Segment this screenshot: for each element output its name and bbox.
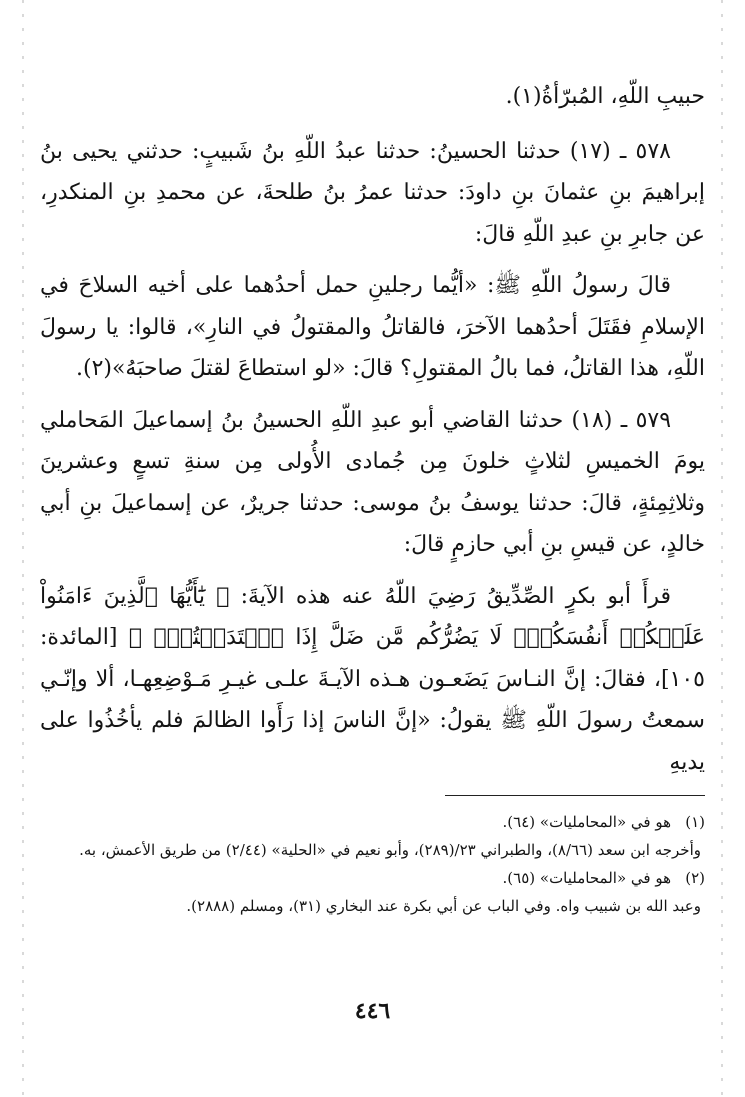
footnote-mark: (١) bbox=[685, 813, 705, 831]
hadith-578-isnad: ٥٧٨ ـ (١٧) حدثنا الحسينُ: حدثنا عبدُ اللّهِ بنُ شَبيبٍ: حدثني يحيى بنُ إبراهيمَ بنِ عثمانَ بنِ داودَ: حدثنا عمرُ بنُ طلحةَ، عن محمدِ بنِ المنكدرِ، عن جابرِ بنِ عبدِ اللّهِ قالَ: bbox=[40, 138, 705, 247]
footnote-2-continuation bbox=[40, 892, 705, 920]
hadith-579-matn: قرأَ أبو بكرٍ الصِّدِّيقُ رَضِيَ اللّهُ عنه هذه الآيةَ: ﴿ يَٰٓأَيُّهَا ٱلَّذِينَ ءَامَنُواْ عَلَيۡكُمۡ أَنفُسَكُمۡۖ لَا يَضُرُّكُم مَّن ضَلَّ إِذَا ٱهۡتَدَيۡتُمۡۚ ﴾ [المائدة: ١٠٥]، فقالَ: إنَّ النـاسَ يَضَعـون هـذه الآيـةَ علـى غيـرِ مَـوْضِعِهـا، ألا وإنّـي سمعتُ رسولَ اللّهِ ﷺ يقولُ: «إنَّ الناسَ إذا رَأَوا الظالمَ فلم يأخُذُوا على يديهِ bbox=[40, 583, 705, 775]
footnote-separator bbox=[445, 795, 705, 796]
scan-margin-dots-right bbox=[721, 0, 723, 1097]
page-number: ٤٤٦ bbox=[354, 998, 391, 1024]
hadith-578-matn: قالَ رسولُ اللّهِ ﷺ: «أيُّما رجلينِ حمل أحدُهما على أخيه السلاحَ في الإسلامِ فقَتَلَ أحدُهما الآخرَ، فالقاتلُ والمقتولُ في النارِ»، قالوا: يا رسولَ اللّهِ، هذا القاتلُ، فما بالُ المقتولِ؟ قالَ: «لو استطاعَ لقتلَ صاحبَهُ»(٢). bbox=[40, 273, 705, 381]
text-paragraph: حبيبِ اللّهِ، المُبرّأةُ(١). bbox=[505, 84, 705, 109]
footnote-text: هو في «المحامليات» (٦٥). bbox=[502, 869, 671, 887]
hadith-579-isnad: ٥٧٩ ـ (١٨) حدثنا القاضي أبو عبدِ اللّهِ الحسينُ بنُ إسماعيلَ المَحاملي يومَ الخميسِ لثلاثٍ خلونَ مِن جُمادى الأُولى مِن سنةِ تسعٍ وعشرينَ وثلاثِمِئةٍ، قالَ: حدثنا يوسفُ بنُ موسى: حدثنا جريرٌ، عن إسماعيلَ بنِ أبي خالدٍ، عن قيسِ بنِ أبي حازمٍ قالَ: bbox=[40, 407, 705, 557]
footnote-1-continuation bbox=[40, 836, 705, 864]
footnote-mark: (٢) bbox=[685, 869, 705, 887]
footnote-text: وأخرجه ابن سعد (٨/٦٦)، والطبراني ٢٣/(٢٨٩)، وأبو نعيم في «الحلية» (٢/٤٤) من طريق الأعمش، به. bbox=[79, 841, 701, 859]
footnote-text: هو في «المحامليات» (٦٤). bbox=[502, 813, 671, 831]
footnotes bbox=[40, 808, 705, 920]
footnote-2 bbox=[40, 864, 705, 892]
footnote-1 bbox=[40, 808, 705, 836]
footnote-text: وعبد الله بن شبيب واه. وفي الباب عن أبي بكرة عند البخاري (٣١)، ومسلم (٢٨٨٨). bbox=[186, 897, 701, 915]
page-body bbox=[40, 76, 705, 920]
scan-margin-dots-left bbox=[22, 0, 24, 1097]
